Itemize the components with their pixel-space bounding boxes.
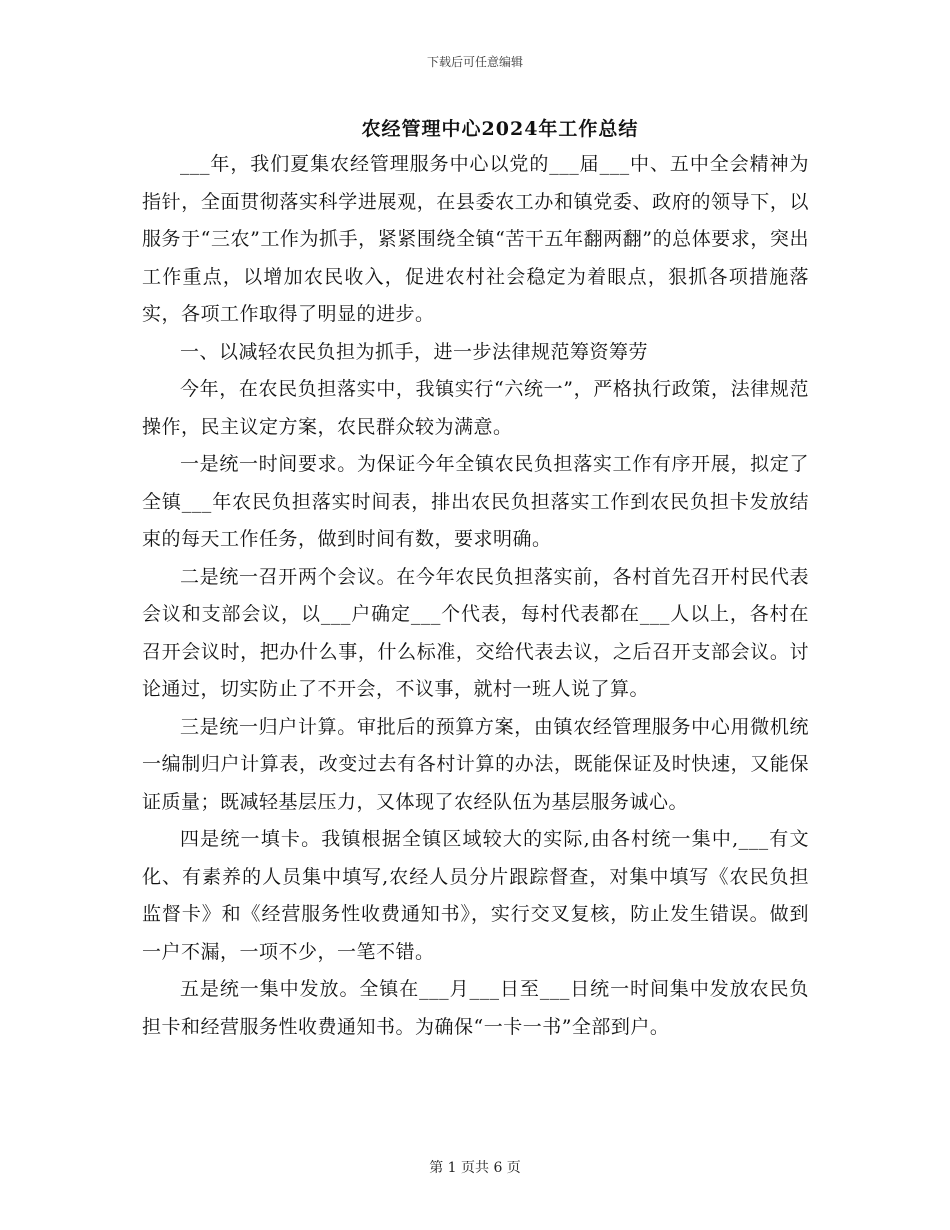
paragraph-six-unified: 今年，在农民负担落实中，我镇实行“六统一”，严格执行政策，法律规范操作，民主议定方案，农民群众较为满意。 [142, 378, 809, 438]
document-body [142, 146, 809, 1046]
paragraph-item-4: 四是统一填卡。我镇根据全镇区域较大的实际,由各村统一集中,___有文化、有素养的人员集中填写,农经人员分片跟踪督查，对集中填写《农民负担监督卡》和《经营服务性收费通知书》，实行交叉复核，防止发生错误。做到一户不漏，一项不少，一笔不错。 [142, 828, 809, 963]
paragraph-intro: ___年，我们夏集农经管理服务中心以党的___届___中、五中全会精神为指针，全面贯彻落实科学进展观，在县委农工办和镇党委、政府的领导下，以服务于“三农”工作为抓手，紧紧围绕全镇“苦干五年翻两翻”的总体要求，突出工作重点，以增加农民收入，促进农村社会稳定为着眼点，狠抓各项措施落实，各项工作取得了明显的进步。 [142, 153, 809, 325]
paragraph-item-1: 一是统一时间要求。为保证今年全镇农民负担落实工作有序开展，拟定了全镇___年农民负担落实时间表，排出农民负担落实工作到农民负担卡发放结束的每天工作任务，做到时间有数，要求明确。 [142, 453, 809, 550]
paragraph-item-5: 五是统一集中发放。全镇在___月___日至___日统一时间集中发放农民负担卡和经营服务性收费通知书。为确保“一卡一书”全部到户。 [142, 978, 809, 1038]
paragraph-item-2: 二是统一召开两个会议。在今年农民负担落实前，各村首先召开村民代表会议和支部会议，以___户确定___个代表，每村代表都在___人以上，各村在召开会议时，把办什么事，什么标准，交给代表去议，之后召开支部会议。讨论通过，切实防止了不开会，不议事，就村一班人说了算。 [142, 565, 809, 700]
paragraph-item-3: 三是统一归户计算。审批后的预算方案，由镇农经管理服务中心用微机统一编制归户计算表，改变过去有各村计算的办法，既能保证及时快速，又能保证质量；既减轻基层压力，又体现了农经队伍为基层服务诚心。 [142, 715, 809, 813]
document-title: 农经管理中心2024年工作总结 [361, 118, 639, 140]
page-header-note: 下载后可任意编辑 [426, 55, 523, 69]
section-heading-1: 一、以减轻农民负担为抓手，进一步法律规范筹资筹劳 [180, 340, 649, 363]
page-footer: 第 1 页共 6 页 [429, 1160, 521, 1176]
